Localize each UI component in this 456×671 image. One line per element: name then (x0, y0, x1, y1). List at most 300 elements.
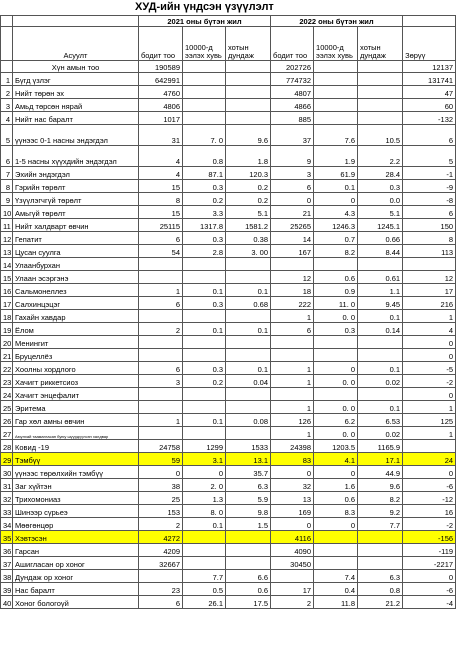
rate-2022: 0. 0 (314, 427, 358, 440)
avg-2021: 0.1 (226, 362, 271, 375)
count-2021: 4806 (139, 99, 183, 112)
row-label: Бүгд үзлэг (13, 73, 139, 86)
difference: -132 (403, 112, 456, 125)
count-2022 (271, 258, 314, 271)
row-number: 40 (1, 596, 13, 609)
avg-2022: 2.2 (358, 146, 403, 167)
count-2021: 4209 (139, 544, 183, 557)
rate-2022 (314, 73, 358, 86)
table-row (1, 375, 456, 388)
header-rate-2021: 10000-д ээлэх хувь (183, 27, 226, 61)
count-2021: 25115 (139, 219, 183, 232)
count-2021: 54 (139, 245, 183, 258)
avg-2022: 0.0 (358, 193, 403, 206)
count-2022 (271, 388, 314, 401)
count-2022: 1 (271, 362, 314, 375)
row-number: 3 (1, 99, 13, 112)
count-2022: 4807 (271, 86, 314, 99)
count-2021: 32667 (139, 557, 183, 570)
table-row (1, 453, 456, 466)
count-2021: 4760 (139, 86, 183, 99)
count-2022: 21 (271, 206, 314, 219)
count-2022: 1 (271, 310, 314, 323)
rate-2022: 0 (314, 193, 358, 206)
rate-2021: 87.1 (183, 167, 226, 180)
difference: -2217 (403, 557, 456, 570)
avg-2021 (226, 336, 271, 349)
table-row (1, 73, 456, 86)
rate-2022: 0.6 (314, 492, 358, 505)
count-2022: 37 (271, 125, 314, 146)
rate-2022: 4.1 (314, 453, 358, 466)
avg-2022: 9.45 (358, 297, 403, 310)
count-2021: 153 (139, 505, 183, 518)
rate-2021: 0.1 (183, 414, 226, 427)
rate-2021: 1.3 (183, 492, 226, 505)
avg-2022: 9.6 (358, 479, 403, 492)
row-number: 16 (1, 284, 13, 297)
sheet-title: ХУД-ийн үндсэн үзүүлэлт (135, 1, 274, 13)
rate-2021 (183, 73, 226, 86)
count-2021: 31 (139, 125, 183, 146)
row-number: 13 (1, 245, 13, 258)
table-row (1, 180, 456, 193)
row-label: үүнээс төрөлхийн тэмбүү (13, 466, 139, 479)
rate-2021: 0.3 (183, 297, 226, 310)
avg-2022: 8.2 (358, 492, 403, 505)
rate-2021: 8. 0 (183, 505, 226, 518)
avg-2021 (226, 427, 271, 440)
count-2022: 4866 (271, 99, 314, 112)
table-row (1, 570, 456, 583)
avg-2021 (226, 401, 271, 414)
row-number: 5 (1, 125, 13, 146)
count-2022: 1 (271, 401, 314, 414)
header-rate-2022: 10000-д ээлэх хувь (314, 27, 358, 61)
row-number: 8 (1, 180, 13, 193)
row-label: Шинээр сүрьеэ (13, 505, 139, 518)
count-2021 (139, 310, 183, 323)
count-2022: 83 (271, 453, 314, 466)
count-2021: 38 (139, 479, 183, 492)
count-2022: 4116 (271, 531, 314, 544)
avg-2021 (226, 531, 271, 544)
table-row (1, 531, 456, 544)
rate-2022: 0. 0 (314, 310, 358, 323)
row-label: 1-5 насны хүүхдийн эндэгдэл (13, 146, 139, 167)
row-number: 27 (1, 427, 13, 440)
avg-2022: 0.66 (358, 232, 403, 245)
avg-2021 (226, 388, 271, 401)
row-label: Цусан суулга (13, 245, 139, 258)
table-row (1, 206, 456, 219)
count-2021 (139, 271, 183, 284)
table-row (1, 401, 456, 414)
header-row-years (1, 16, 456, 27)
count-2022 (271, 570, 314, 583)
rate-2021: 7.7 (183, 570, 226, 583)
avg-2022 (358, 99, 403, 112)
rate-2022: 0.6 (314, 271, 358, 284)
rate-2021: 7. 0 (183, 125, 226, 146)
row-label: Хачигт риккетсиоз (13, 375, 139, 388)
rate-2022 (314, 336, 358, 349)
difference: 16 (403, 505, 456, 518)
row-label: Амьд төрсөн нярай (13, 99, 139, 112)
header-row-columns (1, 27, 456, 61)
row-number (1, 61, 13, 73)
rate-2022 (314, 544, 358, 557)
avg-2022: 0.61 (358, 271, 403, 284)
table-row (1, 219, 456, 232)
row-number: 12 (1, 232, 13, 245)
count-2022: 17 (271, 583, 314, 596)
count-2022: 14 (271, 232, 314, 245)
table-row (1, 544, 456, 557)
rate-2021: 1299 (183, 440, 226, 453)
row-number: 39 (1, 583, 13, 596)
table-row (1, 557, 456, 570)
rate-2021 (183, 557, 226, 570)
count-2021: 15 (139, 206, 183, 219)
row-number: 35 (1, 531, 13, 544)
count-2021: 0 (139, 466, 183, 479)
rate-2022: 61.9 (314, 167, 358, 180)
row-label: Нийт нас баралт (13, 112, 139, 125)
table-row (1, 336, 456, 349)
difference: -5 (403, 362, 456, 375)
table-row (1, 505, 456, 518)
rate-2022: 0 (314, 362, 358, 375)
avg-2021: 0.2 (226, 180, 271, 193)
row-label: Бруцеллёз (13, 349, 139, 362)
avg-2021 (226, 99, 271, 112)
avg-2021: 0.08 (226, 414, 271, 427)
row-number: 25 (1, 401, 13, 414)
count-2022: 18 (271, 284, 314, 297)
avg-2021: 0.2 (226, 193, 271, 206)
avg-2021 (226, 544, 271, 557)
rate-2022 (314, 531, 358, 544)
row-label: Хоног бологоүй (13, 596, 139, 609)
rate-2021 (183, 544, 226, 557)
rate-2021: 3.1 (183, 453, 226, 466)
row-number: 22 (1, 362, 13, 375)
row-label: Улаанбурхан (13, 258, 139, 271)
row-number: 9 (1, 193, 13, 206)
rate-2021: 0 (183, 466, 226, 479)
count-2021: 642991 (139, 73, 183, 86)
avg-2021: 6.3 (226, 479, 271, 492)
row-label: Улаан эсэргэнэ (13, 271, 139, 284)
indicator-table (0, 15, 456, 609)
rate-2022: 8.3 (314, 505, 358, 518)
count-2021 (139, 349, 183, 362)
count-2022: 30450 (271, 557, 314, 570)
row-number: 2 (1, 86, 13, 99)
avg-2021 (226, 258, 271, 271)
rate-2021 (183, 427, 226, 440)
row-label: Менингит (13, 336, 139, 349)
row-number: 26 (1, 414, 13, 427)
avg-2022 (358, 349, 403, 362)
avg-2021 (226, 86, 271, 99)
rate-2022 (314, 258, 358, 271)
avg-2021: 17.5 (226, 596, 271, 609)
difference: -119 (403, 544, 456, 557)
table-row (1, 427, 456, 440)
avg-2021: 13.1 (226, 453, 271, 466)
rate-2022: 1.9 (314, 146, 358, 167)
avg-2021: 1.8 (226, 146, 271, 167)
header-avg-2021: хотын дундаж (226, 27, 271, 61)
difference: 0 (403, 336, 456, 349)
rate-2021: 0.1 (183, 284, 226, 297)
avg-2022 (358, 258, 403, 271)
table-row (1, 440, 456, 453)
difference: 1 (403, 427, 456, 440)
table-row (1, 125, 456, 146)
difference: 0 (403, 570, 456, 583)
row-label: Салхинцэцэг (13, 297, 139, 310)
count-2022: 32 (271, 479, 314, 492)
difference: 0 (403, 349, 456, 362)
count-2022: 885 (271, 112, 314, 125)
row-label: Ковид -19 (13, 440, 139, 453)
rate-2022: 1246.3 (314, 219, 358, 232)
row-number: 32 (1, 492, 13, 505)
avg-2021 (226, 73, 271, 86)
row-number: 37 (1, 557, 13, 570)
rate-2021: 0.5 (183, 583, 226, 596)
difference: -2 (403, 375, 456, 388)
count-2022: 0 (271, 193, 314, 206)
count-2022: 222 (271, 297, 314, 310)
avg-2022 (358, 531, 403, 544)
header-count-2021: бодит тоо (139, 27, 183, 61)
year-2021-header: 2021 оны бүтэн жил (139, 16, 271, 27)
count-2021: 6 (139, 596, 183, 609)
count-2021: 1 (139, 284, 183, 297)
table-row (1, 518, 456, 531)
difference: 8 (403, 232, 456, 245)
avg-2021 (226, 310, 271, 323)
avg-2022: 0.1 (358, 362, 403, 375)
rate-2021: 0.2 (183, 193, 226, 206)
avg-2021: 9.8 (226, 505, 271, 518)
difference: 6 (403, 125, 456, 146)
row-number: 33 (1, 505, 13, 518)
row-label: Дундаж ор хоног (13, 570, 139, 583)
rate-2021: 0.3 (183, 362, 226, 375)
rate-2022 (314, 557, 358, 570)
count-2022: 25265 (271, 219, 314, 232)
count-2022 (271, 349, 314, 362)
avg-2022 (358, 336, 403, 349)
header-diff: Зөрүү (403, 27, 456, 61)
table-row (1, 86, 456, 99)
count-2021: 23 (139, 583, 183, 596)
rate-2022: 11. 0 (314, 297, 358, 310)
count-2021 (139, 427, 183, 440)
rate-2022: 6.2 (314, 414, 358, 427)
table-row (1, 388, 456, 401)
row-number: 1 (1, 73, 13, 86)
row-number: 17 (1, 297, 13, 310)
count-2021: 1 (139, 414, 183, 427)
difference: 6 (403, 206, 456, 219)
count-2021: 3 (139, 375, 183, 388)
table-row (1, 583, 456, 596)
rate-2022: 7.4 (314, 570, 358, 583)
count-2022: 9 (271, 146, 314, 167)
count-2022: 169 (271, 505, 314, 518)
avg-2021: 9.6 (226, 125, 271, 146)
table-row (1, 323, 456, 336)
difference: 216 (403, 297, 456, 310)
row-label: Эритема (13, 401, 139, 414)
rate-2021: 0.3 (183, 232, 226, 245)
avg-2022: 0.3 (358, 180, 403, 193)
header-indicator: Асуулт (13, 27, 139, 61)
avg-2021 (226, 112, 271, 125)
table-row (1, 284, 456, 297)
row-label: Ашигласан ор хоног (13, 557, 139, 570)
avg-2022: 0.1 (358, 401, 403, 414)
row-number: 29 (1, 453, 13, 466)
row-label: Ёлом (13, 323, 139, 336)
difference: 24 (403, 453, 456, 466)
avg-2022 (358, 112, 403, 125)
row-number: 28 (1, 440, 13, 453)
difference: 0 (403, 388, 456, 401)
count-2022: 0 (271, 466, 314, 479)
row-label: Нийт халдварт өвчин (13, 219, 139, 232)
rate-2022: 0 (314, 518, 358, 531)
table-row (1, 596, 456, 609)
row-label: Тэмбүү (13, 453, 139, 466)
table-row (1, 232, 456, 245)
avg-2022: 1165.9 (358, 440, 403, 453)
difference: -6 (403, 583, 456, 596)
avg-2021: 0.04 (226, 375, 271, 388)
difference: -156 (403, 531, 456, 544)
difference: -6 (403, 479, 456, 492)
count-2022: 774732 (271, 73, 314, 86)
avg-2021: 0.68 (226, 297, 271, 310)
row-number: 31 (1, 479, 13, 492)
difference: -2 (403, 518, 456, 531)
avg-2021: 1533 (226, 440, 271, 453)
rate-2022: 0.7 (314, 232, 358, 245)
avg-2022: 28.4 (358, 167, 403, 180)
count-2022: 24398 (271, 440, 314, 453)
avg-2022 (358, 557, 403, 570)
rate-2022: 4.3 (314, 206, 358, 219)
table-row (1, 271, 456, 284)
rate-2021 (183, 310, 226, 323)
rate-2021 (183, 61, 226, 73)
table-row (1, 245, 456, 258)
difference: 1 (403, 401, 456, 414)
table-row (1, 362, 456, 375)
avg-2021: 35.7 (226, 466, 271, 479)
rate-2021 (183, 349, 226, 362)
avg-2022: 0.02 (358, 427, 403, 440)
rate-2021: 2.8 (183, 245, 226, 258)
row-label: Хоолны хордлого (13, 362, 139, 375)
count-2021: 4 (139, 167, 183, 180)
rate-2021: 2. 0 (183, 479, 226, 492)
header-count-2022: бодит тоо (271, 27, 314, 61)
avg-2022: 6.3 (358, 570, 403, 583)
avg-2022: 5.1 (358, 206, 403, 219)
count-2021: 6 (139, 297, 183, 310)
row-label: Заг хүйтэн (13, 479, 139, 492)
difference: -4 (403, 596, 456, 609)
count-2021: 190589 (139, 61, 183, 73)
table-row (1, 466, 456, 479)
difference: 131741 (403, 73, 456, 86)
count-2021: 6 (139, 232, 183, 245)
row-number: 20 (1, 336, 13, 349)
rate-2022 (314, 86, 358, 99)
count-2022: 6 (271, 180, 314, 193)
row-label: Гепатит (13, 232, 139, 245)
row-number: 11 (1, 219, 13, 232)
count-2021 (139, 401, 183, 414)
count-2021: 25 (139, 492, 183, 505)
row-number: 30 (1, 466, 13, 479)
rate-2022: 0. 0 (314, 375, 358, 388)
year-2022-header: 2022 оны бүтэн жил (271, 16, 403, 27)
rate-2022: 8.2 (314, 245, 358, 258)
row-label: Аюулхай таамагласан буюу шүүрдүүлсэн халдвар (13, 427, 139, 440)
row-number: 36 (1, 544, 13, 557)
avg-2021: 6.6 (226, 570, 271, 583)
count-2022: 13 (271, 492, 314, 505)
row-label: Нас баралт (13, 583, 139, 596)
row-label: Гэрийн төрөлт (13, 180, 139, 193)
count-2022: 126 (271, 414, 314, 427)
row-number: 19 (1, 323, 13, 336)
table-row (1, 146, 456, 167)
row-label: Трихомониаз (13, 492, 139, 505)
difference: 4 (403, 323, 456, 336)
count-2022: 0 (271, 518, 314, 531)
header-avg-2022: хотын дундаж (358, 27, 403, 61)
rate-2022 (314, 99, 358, 112)
avg-2021: 1.5 (226, 518, 271, 531)
avg-2022: 9.2 (358, 505, 403, 518)
rate-2021: 0.3 (183, 180, 226, 193)
row-label: Гарсан (13, 544, 139, 557)
difference: 0 (403, 466, 456, 479)
row-number: 15 (1, 271, 13, 284)
rate-2021 (183, 112, 226, 125)
count-2022 (271, 336, 314, 349)
difference: 12 (403, 271, 456, 284)
row-number: 14 (1, 258, 13, 271)
count-2021: 59 (139, 453, 183, 466)
table-row (1, 61, 456, 73)
avg-2022 (358, 73, 403, 86)
table-row (1, 310, 456, 323)
rate-2021: 0.2 (183, 375, 226, 388)
table-row (1, 349, 456, 362)
row-label: Нийт төрөн эх (13, 86, 139, 99)
rate-2021: 0.1 (183, 518, 226, 531)
